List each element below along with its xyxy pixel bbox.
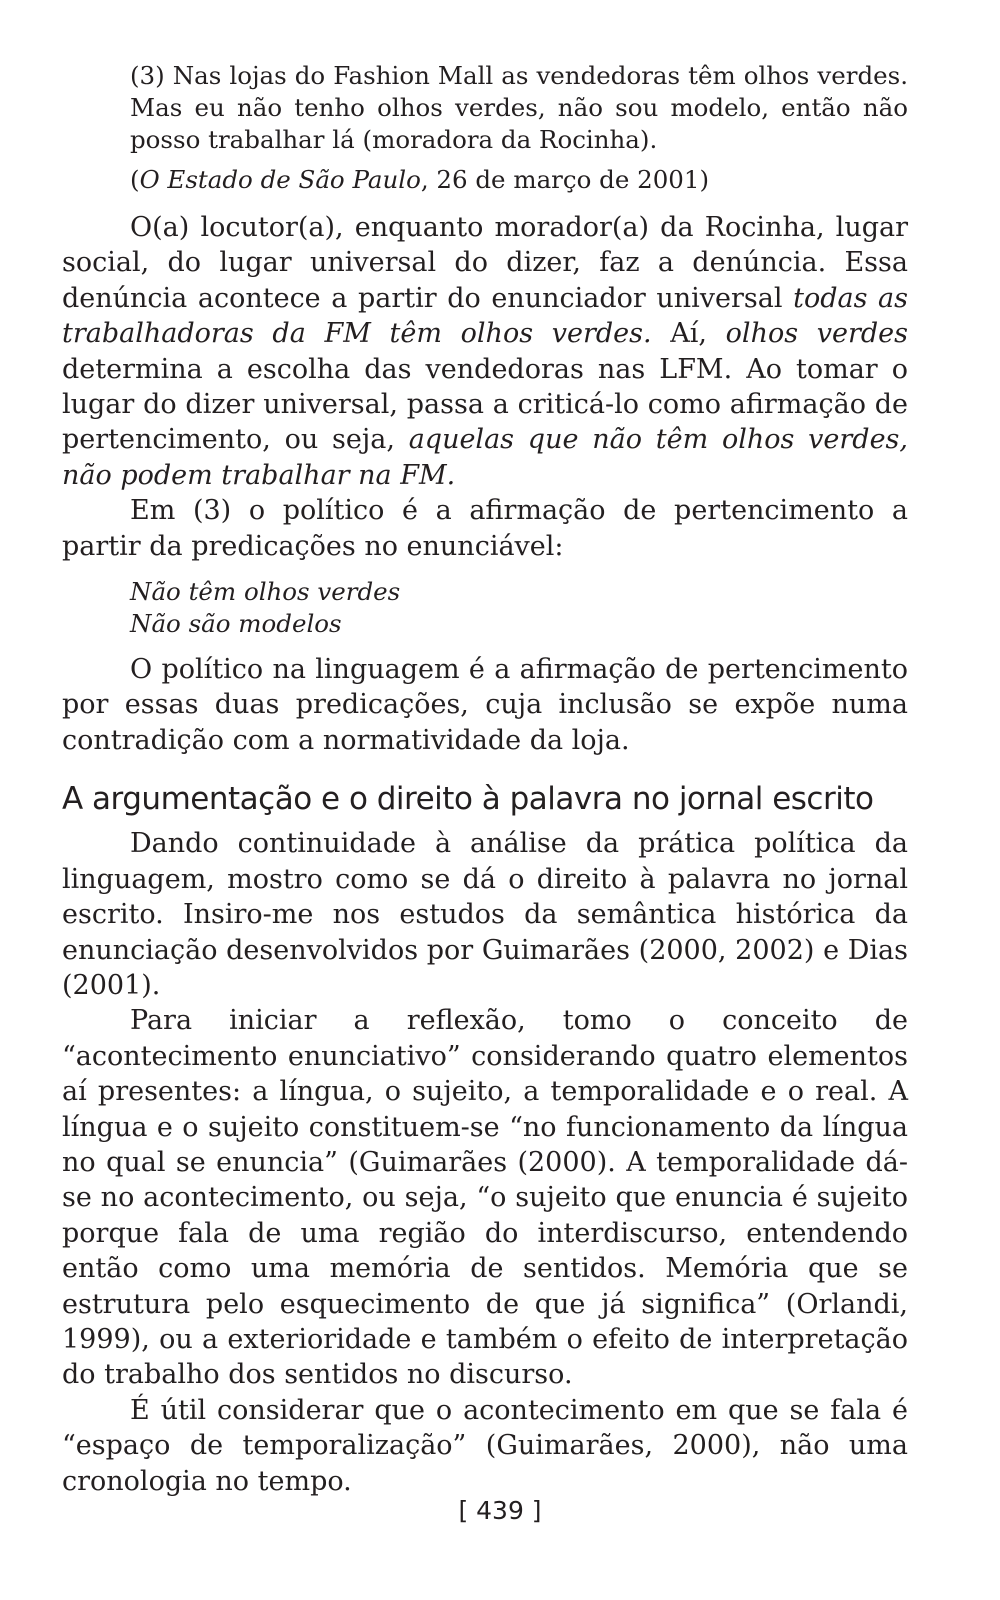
paragraph-4: Dando continuidade à análise da prática política da linguagem, mostro como se dá o direito à palavra no jornal escrito. Insiro-me nos estudos da semântica histórica da enunciação desenvolvidos por Guimarães (2000, 2002) e Dias (2001). (62, 828, 908, 1001)
section-heading: A argumentação e o direito à palavra no jornal escrito (62, 781, 874, 818)
paragraph-3: O político na linguagem é a afirmação de pertencimento por essas duas predicações, cuja inclusão se expõe numa contradição com a normatividade da loja. (62, 654, 908, 756)
quote-source-title: O Estado de São Paulo (139, 165, 421, 194)
quote-source-open: ( (130, 165, 140, 194)
paragraph-1-italic-1: todas as trabalhadoras da FM têm olhos verdes. (62, 282, 908, 350)
quote-source (130, 164, 908, 196)
example-item: Não são modelos (130, 609, 342, 639)
paragraph-6: É útil considerar que o acontecimento em que se fala é “espaço de temporalização” (Guimarães, 2000), não uma cronologia no tempo. (62, 1394, 908, 1497)
example-list (130, 576, 908, 640)
quote-text: (3) Nas lojas do Fashion Mall as vendedoras têm olhos verdes. Mas eu não tenho olhos verdes, não sou modelo, então não posso trabalhar lá (moradora da Rocinha). (130, 61, 908, 154)
paragraph-1 (62, 210, 908, 493)
page-number: [ 439 ] (458, 1496, 542, 1525)
quote-source-rest: , 26 de março de 2001) (420, 165, 710, 194)
paragraph-1-part-2: Aí, (651, 318, 726, 350)
page-content (62, 60, 908, 1499)
paragraph-1-part-3: determina a escolha das vendedoras nas LFM. Ao tomar o lugar do dizer universal, passa a criticá-lo como afirmação de pertencimento, ou seja, (62, 353, 908, 456)
paragraph-1-italic-3: aquelas que não têm olhos verdes, não podem trabalhar na FM. (62, 424, 908, 491)
paragraph-1-part-1: O(a) locutor(a), enquanto morador(a) da Rocinha, lugar social, do lugar universal do dizer, faz a denúncia. Essa denúncia acontece a partir do enunciador universal (62, 212, 908, 314)
paragraph-2: Em (3) o político é a afirmação de pertencimento a partir da predicações no enunciável: (62, 495, 908, 562)
paragraph-5: Para iniciar a reflexão, tomo o conceito de “acontecimento enunciativo” considerando quatro elementos aí presentes: a língua, o sujeito, a temporalidade e o real. A língua e o sujeito constituem-se “no funcionamento da língua no qual se enuncia” (Guimarães (2000). A temporalidade dá-se no acontecimento, ou seja, “o sujeito que enuncia é sujeito porque fala de uma região do interdiscurso, entendendo então como uma memória de sentidos. Memória que se estrutura pelo esquecimento de que já significa” (Orlandi, 1999), ou a exterioridade e também o efeito de interpretação do trabalho dos sentidos no discurso. (62, 1005, 908, 1391)
block-quote (130, 60, 908, 156)
example-item: Não têm olhos verdes (130, 577, 401, 607)
paragraph-1-italic-2: olhos verdes (725, 318, 908, 350)
